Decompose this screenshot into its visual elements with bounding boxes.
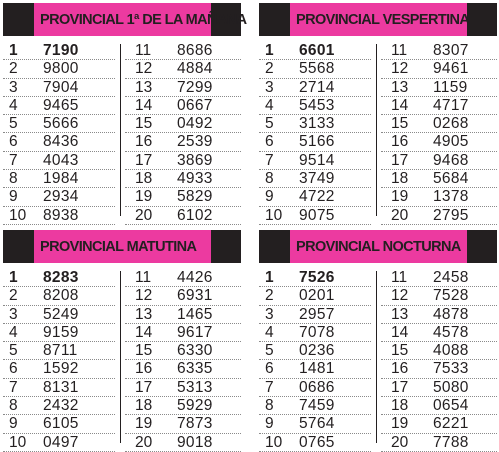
position-number: 20 [135, 206, 153, 224]
position-number: 19 [391, 415, 409, 433]
drawn-number: 9468 [433, 151, 469, 169]
position-number: 7 [265, 151, 274, 169]
drawn-number: 2539 [177, 133, 213, 151]
position-number: 20 [391, 206, 409, 224]
position-number: 18 [135, 397, 153, 415]
results-column-right [381, 42, 497, 225]
result-row [3, 188, 115, 206]
result-row [259, 133, 371, 151]
result-row [125, 360, 241, 378]
drawn-number: 2795 [433, 206, 469, 224]
position-number: 15 [391, 115, 409, 133]
result-row [3, 342, 115, 360]
position-number: 4 [265, 96, 274, 114]
position-number: 10 [265, 206, 283, 224]
position-number: 9 [265, 188, 274, 206]
position-number: 5 [9, 115, 18, 133]
result-row [125, 379, 241, 397]
column-divider [376, 271, 377, 443]
result-row [3, 434, 115, 452]
results-table [3, 269, 241, 451]
result-row [125, 97, 241, 115]
position-number: 13 [135, 78, 153, 96]
position-number: 11 [391, 269, 408, 286]
result-row [381, 434, 497, 452]
drawn-number: 5929 [177, 397, 213, 415]
result-row [125, 115, 241, 133]
result-row [381, 115, 497, 133]
results-panel [3, 230, 241, 451]
result-row [3, 133, 115, 151]
result-row [3, 79, 115, 97]
drawn-number: 1378 [433, 188, 469, 206]
position-number: 3 [265, 305, 274, 323]
drawn-number: 0201 [299, 287, 335, 305]
position-number: 15 [391, 342, 409, 360]
position-number: 19 [135, 415, 153, 433]
drawn-number: 7459 [299, 397, 335, 415]
position-number: 14 [135, 96, 153, 114]
drawn-number: 7904 [43, 78, 79, 96]
position-number: 1 [9, 42, 18, 59]
drawn-number: 1481 [299, 360, 335, 378]
drawn-number: 5313 [177, 378, 213, 396]
result-row [125, 269, 241, 287]
position-number: 14 [391, 96, 409, 114]
position-number: 20 [391, 433, 409, 451]
result-row [259, 152, 371, 170]
results-column-left [259, 42, 371, 225]
panel-header [3, 3, 247, 36]
result-row [381, 324, 497, 342]
result-row [259, 379, 371, 397]
result-row [381, 269, 497, 287]
position-number: 5 [265, 342, 274, 360]
position-number: 12 [391, 287, 409, 305]
position-number: 13 [391, 78, 409, 96]
position-number: 14 [135, 323, 153, 341]
result-row [3, 60, 115, 78]
position-number: 17 [135, 151, 153, 169]
position-number: 15 [135, 342, 153, 360]
position-number: 10 [9, 433, 27, 451]
result-row [3, 97, 115, 115]
position-number: 13 [391, 305, 409, 323]
position-number: 2 [9, 287, 18, 305]
drawn-number: 8208 [43, 287, 79, 305]
results-table [259, 269, 497, 451]
result-row [259, 434, 371, 452]
position-number: 18 [135, 170, 153, 188]
result-row [259, 415, 371, 433]
result-row [125, 170, 241, 188]
drawn-number: 0268 [433, 115, 469, 133]
position-number: 6 [265, 133, 274, 151]
drawn-number: 7078 [299, 323, 335, 341]
result-row [3, 152, 115, 170]
drawn-number: 9461 [433, 60, 469, 78]
drawn-number: 0492 [177, 115, 213, 133]
drawn-number: 7526 [299, 269, 335, 286]
result-row [125, 188, 241, 206]
position-number: 4 [9, 96, 18, 114]
position-number: 12 [391, 60, 409, 78]
position-number: 10 [265, 433, 283, 451]
result-row [3, 397, 115, 415]
position-number: 16 [391, 360, 409, 378]
results-panel [259, 230, 497, 451]
result-row [381, 342, 497, 360]
position-number: 17 [135, 378, 153, 396]
position-number: 17 [391, 378, 409, 396]
drawn-number: 0667 [177, 96, 213, 114]
result-row [381, 306, 497, 324]
results-column-left [3, 269, 115, 452]
result-row [259, 79, 371, 97]
position-number: 18 [391, 170, 409, 188]
position-number: 7 [9, 151, 18, 169]
result-row [259, 97, 371, 115]
result-row [381, 415, 497, 433]
drawn-number: 3133 [299, 115, 335, 133]
drawn-number: 4884 [177, 60, 213, 78]
result-row [381, 360, 497, 378]
position-number: 12 [135, 60, 153, 78]
position-number: 14 [391, 323, 409, 341]
result-row [125, 207, 241, 225]
result-row [381, 287, 497, 305]
drawn-number: 1592 [43, 360, 79, 378]
position-number: 4 [9, 323, 18, 341]
result-row [381, 152, 497, 170]
position-number: 20 [135, 433, 153, 451]
drawn-number: 8131 [43, 378, 79, 396]
drawn-number: 3749 [299, 170, 335, 188]
position-number: 6 [9, 133, 18, 151]
panel-title: PROVINCIAL 1ª DE LA MAÑANA [34, 3, 211, 36]
panel-header [3, 230, 241, 263]
result-row [125, 324, 241, 342]
drawn-number: 0654 [433, 397, 469, 415]
result-row [125, 397, 241, 415]
result-row [125, 434, 241, 452]
drawn-number: 2714 [299, 78, 335, 96]
position-number: 9 [9, 188, 18, 206]
results-column-right [125, 269, 241, 452]
results-column-left [3, 42, 115, 225]
drawn-number: 2432 [43, 397, 79, 415]
drawn-number: 9018 [177, 433, 213, 451]
drawn-number: 2458 [433, 269, 469, 286]
position-number: 16 [391, 133, 409, 151]
result-row [381, 133, 497, 151]
result-row [381, 170, 497, 188]
drawn-number: 8938 [43, 206, 79, 224]
result-row [3, 360, 115, 378]
position-number: 5 [265, 115, 274, 133]
result-row [381, 42, 497, 60]
drawn-number: 5568 [299, 60, 335, 78]
drawn-number: 0236 [299, 342, 335, 360]
panel-title: PROVINCIAL NOCTURNA [290, 230, 467, 263]
drawn-number: 0686 [299, 378, 335, 396]
result-row [381, 79, 497, 97]
drawn-number: 4905 [433, 133, 469, 151]
column-divider [120, 271, 121, 443]
drawn-number: 6102 [177, 206, 213, 224]
position-number: 6 [9, 360, 18, 378]
result-row [259, 306, 371, 324]
drawn-number: 6221 [433, 415, 469, 433]
result-row [3, 379, 115, 397]
result-row [3, 207, 115, 225]
result-row [259, 207, 371, 225]
position-number: 1 [265, 269, 274, 286]
drawn-number: 9465 [43, 96, 79, 114]
drawn-number: 4717 [433, 96, 469, 114]
position-number: 9 [265, 415, 274, 433]
result-row [3, 415, 115, 433]
result-row [259, 397, 371, 415]
results-table [3, 42, 241, 224]
drawn-number: 4426 [177, 269, 213, 286]
drawn-number: 5080 [433, 378, 469, 396]
position-number: 11 [135, 42, 152, 59]
winning-row [3, 269, 115, 287]
drawn-number: 5764 [299, 415, 335, 433]
column-divider [120, 44, 121, 216]
results-panel [259, 3, 497, 224]
position-number: 18 [391, 397, 409, 415]
drawn-number: 5453 [299, 96, 335, 114]
result-row [3, 306, 115, 324]
result-row [3, 115, 115, 133]
result-row [381, 60, 497, 78]
panel-header [259, 230, 497, 263]
drawn-number: 9075 [299, 206, 335, 224]
position-number: 12 [135, 287, 153, 305]
panel-title: PROVINCIAL VESPERTINA [290, 3, 467, 36]
result-row [259, 115, 371, 133]
position-number: 17 [391, 151, 409, 169]
results-table [259, 42, 497, 224]
position-number: 4 [265, 323, 274, 341]
result-row [259, 342, 371, 360]
drawn-number: 4933 [177, 170, 213, 188]
position-number: 7 [265, 378, 274, 396]
position-number: 16 [135, 360, 153, 378]
position-number: 1 [9, 269, 18, 286]
drawn-number: 6335 [177, 360, 213, 378]
results-column-right [381, 269, 497, 452]
position-number: 11 [135, 269, 152, 286]
drawn-number: 1465 [177, 305, 213, 323]
position-number: 8 [265, 397, 274, 415]
drawn-number: 5166 [299, 133, 335, 151]
drawn-number: 5684 [433, 170, 469, 188]
drawn-number: 9800 [43, 60, 79, 78]
result-row [125, 79, 241, 97]
drawn-number: 7788 [433, 433, 469, 451]
position-number: 7 [9, 378, 18, 396]
drawn-number: 8283 [43, 269, 79, 286]
result-row [125, 60, 241, 78]
drawn-number: 4043 [43, 151, 79, 169]
winning-row [259, 42, 371, 60]
drawn-number: 6601 [299, 42, 335, 59]
position-number: 10 [9, 206, 27, 224]
winning-row [3, 42, 115, 60]
results-column-right [125, 42, 241, 225]
drawn-number: 9159 [43, 323, 79, 341]
result-row [125, 287, 241, 305]
drawn-number: 9514 [299, 151, 335, 169]
result-row [381, 379, 497, 397]
drawn-number: 0497 [43, 433, 79, 451]
drawn-number: 8436 [43, 133, 79, 151]
position-number: 3 [9, 78, 18, 96]
drawn-number: 7528 [433, 287, 469, 305]
drawn-number: 4722 [299, 188, 335, 206]
result-row [259, 170, 371, 188]
position-number: 6 [265, 360, 274, 378]
result-row [125, 342, 241, 360]
result-row [259, 360, 371, 378]
drawn-number: 6931 [177, 287, 213, 305]
result-row [381, 397, 497, 415]
position-number: 8 [9, 170, 18, 188]
drawn-number: 0765 [299, 433, 335, 451]
position-number: 13 [135, 305, 153, 323]
results-panel [3, 3, 247, 224]
drawn-number: 8307 [433, 42, 469, 59]
result-row [3, 287, 115, 305]
drawn-number: 3869 [177, 151, 213, 169]
drawn-number: 4578 [433, 323, 469, 341]
result-row [259, 287, 371, 305]
result-row [381, 97, 497, 115]
position-number: 5 [9, 342, 18, 360]
position-number: 8 [265, 170, 274, 188]
drawn-number: 6330 [177, 342, 213, 360]
drawn-number: 4878 [433, 305, 469, 323]
result-row [381, 188, 497, 206]
result-row [125, 306, 241, 324]
position-number: 2 [9, 60, 18, 78]
drawn-number: 7299 [177, 78, 213, 96]
result-row [125, 133, 241, 151]
result-row [3, 324, 115, 342]
position-number: 3 [265, 78, 274, 96]
drawn-number: 5666 [43, 115, 79, 133]
result-row [259, 60, 371, 78]
position-number: 15 [135, 115, 153, 133]
position-number: 2 [265, 287, 274, 305]
drawn-number: 7190 [43, 42, 79, 59]
drawn-number: 8686 [177, 42, 213, 59]
panel-header [259, 3, 497, 36]
drawn-number: 7873 [177, 415, 213, 433]
column-divider [376, 44, 377, 216]
position-number: 9 [9, 415, 18, 433]
result-row [125, 42, 241, 60]
position-number: 2 [265, 60, 274, 78]
position-number: 1 [265, 42, 274, 59]
result-row [125, 152, 241, 170]
drawn-number: 1984 [43, 170, 79, 188]
position-number: 3 [9, 305, 18, 323]
result-row [259, 324, 371, 342]
drawn-number: 5249 [43, 305, 79, 323]
drawn-number: 9617 [177, 323, 213, 341]
result-row [381, 207, 497, 225]
drawn-number: 2957 [299, 305, 335, 323]
position-number: 19 [135, 188, 153, 206]
drawn-number: 6105 [43, 415, 79, 433]
position-number: 8 [9, 397, 18, 415]
winning-row [259, 269, 371, 287]
result-row [3, 170, 115, 188]
drawn-number: 5829 [177, 188, 213, 206]
drawn-number: 2934 [43, 188, 79, 206]
drawn-number: 1159 [433, 78, 468, 96]
results-column-left [259, 269, 371, 452]
position-number: 16 [135, 133, 153, 151]
result-row [259, 188, 371, 206]
drawn-number: 4088 [433, 342, 469, 360]
position-number: 11 [391, 42, 408, 59]
drawn-number: 8711 [43, 342, 78, 360]
result-row [125, 415, 241, 433]
drawn-number: 7533 [433, 360, 469, 378]
position-number: 19 [391, 188, 409, 206]
panel-title: PROVINCIAL MATUTINA [34, 230, 211, 263]
